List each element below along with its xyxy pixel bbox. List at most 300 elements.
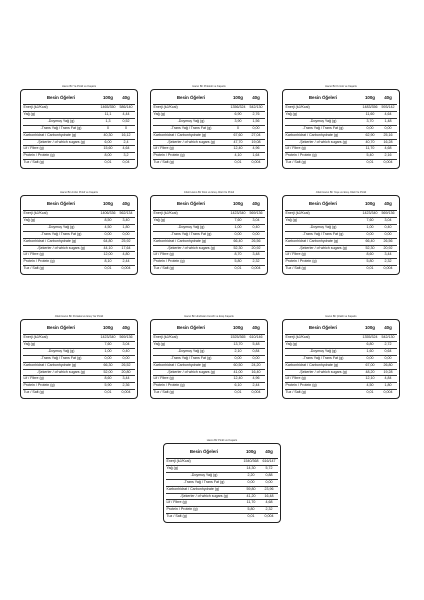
value-40g: 0,40	[379, 224, 397, 231]
nutrient-label: Karbonhidrat / Carbonhydrate (g)	[153, 238, 229, 245]
header-100g: 100g	[361, 91, 379, 105]
nutrient-label: -Doymuş Yağ (g)	[285, 118, 361, 125]
table-row	[23, 362, 135, 369]
nutrient-label: Lif / Fibre (g)	[153, 252, 229, 259]
table-row	[285, 348, 397, 355]
nutrition-card	[150, 190, 268, 275]
table-row	[23, 105, 135, 112]
value-40g: 4,64	[117, 146, 135, 153]
nutrient-label: -Doymuş Yağ (g)	[153, 348, 229, 355]
value-100g: 0,01	[366, 390, 374, 395]
table-row	[153, 160, 265, 166]
value-100g: 11,60	[361, 111, 379, 118]
nutrition-table	[285, 197, 397, 272]
table-row	[285, 132, 397, 139]
value-40g: 569/136	[117, 335, 135, 342]
nutrient-label: -Şekerler / of which sugars (g)	[153, 139, 229, 146]
table-row	[153, 139, 265, 146]
nutrient-label: Protein / Protein (g)	[23, 383, 99, 390]
value-100g: 1465/350	[99, 105, 117, 112]
table-row	[23, 153, 135, 160]
header-name: Besin Öğeleri	[153, 91, 229, 105]
nutrient-label: Tuz / Salt (g)	[285, 266, 306, 271]
value-40g: 20,92	[247, 245, 265, 252]
value-100g: 64,80	[99, 238, 117, 245]
header-100g: 100g	[361, 197, 379, 211]
table-row	[166, 507, 278, 514]
card-caption: Hacıo Bir Pinkkolt ve Kaşaris	[192, 85, 226, 88]
value-100g: 1540/368	[242, 459, 260, 466]
value-40g: 16,48	[260, 493, 278, 500]
value-100g: 66,40	[229, 238, 247, 245]
value-40g: 0,004	[383, 160, 393, 165]
value-40g: 0,004	[121, 266, 131, 271]
nutrient-label: Protein / Protein (g)	[153, 259, 229, 266]
nutrient-label: Tuz / Salt (g)	[23, 160, 44, 165]
value-100g: 1406/336	[99, 211, 117, 218]
nutrient-label: Yağ (g)	[153, 111, 229, 118]
table-row	[23, 125, 135, 132]
table-header-row	[153, 321, 265, 335]
value-100g: 12,10	[361, 376, 379, 383]
table-row	[153, 355, 265, 362]
header-40g: 40g	[247, 321, 265, 335]
value-40g: 4,96	[247, 146, 265, 153]
value-40g: 2,76	[247, 111, 265, 118]
table-row	[285, 355, 397, 362]
table-row	[166, 500, 278, 507]
header-100g: 100g	[99, 91, 117, 105]
nutrient-label: Karbonhidrat / Carbonhydrate (g)	[285, 362, 361, 369]
table-row	[23, 335, 135, 342]
table-header-row	[23, 91, 135, 105]
value-100g: 3,90	[229, 118, 247, 125]
header-name: Besin Öğeleri	[285, 91, 361, 105]
value-100g: 0,00	[361, 355, 379, 362]
nutrient-label: Protein / Protein (g)	[166, 507, 242, 514]
nutrition-table	[153, 197, 265, 272]
value-40g: 610/146	[247, 335, 265, 342]
value-100g: 8,60	[361, 252, 379, 259]
value-40g: 0,004	[264, 514, 274, 519]
nutrient-label: Protein / Protein (g)	[285, 153, 361, 160]
nutrient-label: Karbonhidrat / Carbonhydrate (g)	[153, 132, 229, 139]
table-row	[23, 139, 135, 146]
table-row	[23, 341, 135, 348]
nutrition-card	[150, 314, 268, 399]
table-header-row	[153, 197, 265, 211]
table-row	[285, 341, 397, 348]
value-40g: 3,40	[117, 217, 135, 224]
value-100g: 40,30	[99, 132, 117, 139]
value-40g: 2,32	[379, 259, 397, 266]
nutrient-label: Enerji (kJ/Kcal)	[23, 335, 99, 342]
value-40g: 0,00	[379, 125, 397, 132]
value-100g: 1423/340	[99, 335, 117, 342]
nutrient-label: Tuz / Salt (g)	[23, 390, 44, 395]
value-40g: 0,004	[251, 160, 261, 165]
value-40g: 23,96	[260, 486, 278, 493]
nutrient-label: Yağ (g)	[285, 111, 361, 118]
table-row	[153, 369, 265, 376]
value-100g: 0,00	[229, 355, 247, 362]
table-row	[285, 111, 397, 118]
value-40g: 17,64	[117, 245, 135, 252]
nutrition-table-box	[282, 89, 400, 169]
nutrient-label: -Trans Yağ / Trans Fat (g)	[166, 479, 242, 486]
table-row	[285, 383, 397, 390]
nutrient-label: Yağ (g)	[23, 217, 99, 224]
value-40g: 0,64	[379, 348, 397, 355]
header-name: Besin Öğeleri	[153, 321, 229, 335]
nutrient-label: Yağ (g)	[153, 341, 229, 348]
value-40g: 593/142	[379, 105, 397, 112]
value-100g: 0,00	[242, 479, 260, 486]
table-row	[153, 341, 265, 348]
value-100g: 67,60	[229, 132, 247, 139]
nutrition-table	[23, 197, 135, 272]
table-row	[23, 348, 135, 355]
value-100g: 0,01	[247, 514, 255, 519]
table-row	[285, 153, 397, 160]
nutrient-label: -Doymuş Yağ (g)	[23, 118, 99, 125]
value-100g: 5,80	[361, 259, 379, 266]
nutrient-label: -Şekerler / of which sugars (g)	[285, 245, 361, 252]
card-caption: Jöleli Hacıo Bir Yeşe ve Ereş Jöleli Ve Pinkli	[315, 191, 367, 194]
value-100g: 0,01	[104, 266, 112, 271]
value-40g: 4,68	[260, 500, 278, 507]
table-row	[285, 266, 397, 272]
value-40g: 2,16	[379, 153, 397, 160]
nutrient-label: -Şekerler / of which sugars (g)	[285, 369, 361, 376]
value-100g: 6,10	[229, 383, 247, 390]
table-row	[23, 245, 135, 252]
header-40g: 40g	[379, 91, 397, 105]
nutrition-table-box	[20, 195, 138, 275]
value-40g: 0,004	[121, 390, 131, 395]
nutrient-label: Tuz / Salt (g)	[285, 160, 306, 165]
value-40g: 4,68	[379, 146, 397, 153]
header-name: Besin Öğeleri	[166, 445, 242, 459]
table-row	[285, 259, 397, 266]
table-row	[285, 105, 397, 112]
nutrient-label: -Şekerler / of which sugars (g)	[153, 245, 229, 252]
table-row	[153, 105, 265, 112]
table-row	[166, 493, 278, 500]
table-row	[285, 335, 397, 342]
nutrient-label: Karbonhidrat / Carbonhydrate (g)	[166, 486, 242, 493]
value-100g: 40,70	[361, 139, 379, 146]
table-row	[153, 348, 265, 355]
value-40g: 5,72	[260, 465, 278, 472]
value-100g: 62,90	[361, 132, 379, 139]
table-row	[23, 369, 135, 376]
header-name: Besin Öğeleri	[23, 91, 99, 105]
table-row	[23, 146, 135, 153]
nutrient-label: -Şekerler / of which sugars (g)	[23, 245, 99, 252]
value-40g: 16,40	[247, 369, 265, 376]
nutrient-label: Lif / Fibre (g)	[23, 146, 99, 153]
value-40g: 4,80	[117, 252, 135, 259]
value-100g: 8,70	[229, 252, 247, 259]
header-40g: 40g	[247, 91, 265, 105]
nutrient-label: -Trans Yağ / Trans Fat (g)	[285, 355, 361, 362]
value-40g: 0,004	[383, 390, 393, 395]
value-100g: 0,00	[99, 231, 117, 238]
nutrition-table-box	[282, 195, 400, 275]
value-100g: 11,1	[99, 111, 117, 118]
value-100g: 8,10	[99, 259, 117, 266]
nutrient-label: Tuz / Salt (g)	[285, 390, 306, 395]
nutrient-label: Yağ (g)	[285, 341, 361, 348]
value-40g: 0,40	[247, 224, 265, 231]
header-100g: 100g	[99, 197, 117, 211]
value-40g: 569/136	[247, 211, 265, 218]
value-100g: 7,60	[229, 217, 247, 224]
table-row	[23, 224, 135, 231]
table-row	[166, 479, 278, 486]
value-40g: 0,00	[247, 231, 265, 238]
table-row	[23, 160, 135, 166]
nutrient-label: -Şekerler / of which sugars (g)	[285, 139, 361, 146]
nutrition-table	[285, 321, 397, 396]
card-caption: Hacıo Bir Kırmlo ve Kaşaris	[325, 85, 357, 88]
nutrient-label: Karbonhidrat / Carbonhydrate (g)	[23, 132, 99, 139]
table-row	[23, 211, 135, 218]
value-40g: 25,16	[379, 132, 397, 139]
value-40g: 3,48	[247, 252, 265, 259]
table-row	[285, 231, 397, 238]
value-100g: 4,50	[361, 383, 379, 390]
table-row	[285, 224, 397, 231]
nutrition-table	[153, 321, 265, 396]
table-row	[166, 486, 278, 493]
nutrient-label: -Trans Yağ / Trans Fat (g)	[23, 125, 99, 132]
nutrient-label: Enerji (kJ/Kcal)	[166, 459, 242, 466]
card-caption: Hacıo Bir Ya Pinkli ve Kaşaris	[61, 85, 97, 88]
value-100g: 52,30	[361, 245, 379, 252]
nutrient-label: Tuz / Salt (g)	[153, 390, 174, 395]
table-row	[23, 132, 135, 139]
value-100g: 0,01	[234, 390, 242, 395]
nutrient-label: Enerji (kJ/Kcal)	[23, 211, 99, 218]
value-100g: 12,00	[99, 252, 117, 259]
value-100g: 47,70	[229, 139, 247, 146]
value-40g: 569/136	[379, 211, 397, 218]
table-row	[153, 383, 265, 390]
card-caption: Hacıo Bir Pinkli ve Kaşaris	[206, 439, 238, 442]
nutrient-label: Lif / Fibre (g)	[166, 500, 242, 507]
value-100g: 0,01	[366, 160, 374, 165]
header-100g: 100g	[229, 321, 247, 335]
table-header-row	[23, 321, 135, 335]
value-100g: 66,40	[361, 238, 379, 245]
value-100g: 8,60	[99, 376, 117, 383]
value-100g: 0,00	[99, 355, 117, 362]
nutrient-label: -Şekerler / of which sugars (g)	[166, 493, 242, 500]
value-40g: 0	[117, 125, 135, 132]
nutrient-label: Enerji (kJ/Kcal)	[285, 211, 361, 218]
nutrition-table-box	[150, 319, 268, 399]
value-100g: 8,00	[99, 153, 117, 160]
nutrition-card	[20, 314, 138, 399]
value-100g: 66,30	[99, 362, 117, 369]
value-100g: 1,00	[229, 224, 247, 231]
table-row	[23, 252, 135, 259]
table-row	[166, 465, 278, 472]
nutrient-label: -Trans Yağ / Trans Fat (g)	[153, 355, 229, 362]
header-name: Besin Öğeleri	[23, 321, 99, 335]
nutrient-label: Karbonhidrat / Carbonhydrate (g)	[285, 132, 361, 139]
value-40g: 3,44	[379, 252, 397, 259]
header-100g: 100g	[229, 197, 247, 211]
value-100g: 15,60	[99, 146, 117, 153]
nutrient-label: Enerji (kJ/Kcal)	[23, 105, 99, 112]
nutrient-label: Karbonhidrat / Carbonhydrate (g)	[23, 362, 99, 369]
value-40g: 26,80	[379, 362, 397, 369]
value-100g: 5,90	[99, 383, 117, 390]
table-row	[23, 118, 135, 125]
nutrition-table	[166, 445, 278, 520]
table-row	[285, 211, 397, 218]
nutrition-card	[282, 314, 400, 399]
nutrient-label: -Şekerler / of which sugars (g)	[153, 369, 229, 376]
header-name: Besin Öğeleri	[285, 321, 361, 335]
table-row	[23, 390, 135, 396]
card-caption: Hacıo Bir Ambo Pinkli ve Kaşaris	[60, 191, 98, 194]
value-100g: 0,01	[366, 266, 374, 271]
nutrient-label: -Doymuş Yağ (g)	[153, 224, 229, 231]
table-header-row	[153, 91, 265, 105]
nutrient-label: Enerji (kJ/Kcal)	[153, 105, 229, 112]
nutrient-label: Yağ (g)	[23, 111, 99, 118]
nutrition-table-box	[150, 89, 268, 169]
value-100g: 6,90	[229, 111, 247, 118]
nutrition-table-box	[282, 319, 400, 399]
nutrient-label: -Şekerler / of which sugars (g)	[23, 139, 99, 146]
value-40g: 4,44	[117, 111, 135, 118]
value-40g: 4,84	[379, 376, 397, 383]
table-row	[153, 217, 265, 224]
card-caption: Hacıo Bir Hindistan Cevizli ve Ereş Kaşaris	[184, 315, 234, 318]
table-row	[153, 252, 265, 259]
value-100g: 13,70	[229, 341, 247, 348]
value-100g: 1,60	[361, 348, 379, 355]
value-40g: 2,32	[260, 507, 278, 514]
nutrient-label: Tuz / Salt (g)	[23, 266, 44, 271]
nutrient-label: Lif / Fibre (g)	[285, 376, 361, 383]
nutrient-label: Yağ (g)	[23, 341, 99, 348]
value-40g: 3,2	[117, 153, 135, 160]
table-row	[285, 245, 397, 252]
table-row	[285, 217, 397, 224]
nutrient-label: Enerji (kJ/Kcal)	[285, 105, 361, 112]
value-40g: 542/130	[379, 335, 397, 342]
value-100g: 0,01	[234, 160, 242, 165]
table-row	[285, 146, 397, 153]
value-100g: 44,10	[99, 245, 117, 252]
table-row	[285, 139, 397, 146]
table-row	[285, 362, 397, 369]
nutrient-label: -Doymuş Yağ (g)	[23, 348, 99, 355]
nutrient-label: Enerji (kJ/Kcal)	[153, 211, 229, 218]
nutrient-label: -Şekerler / of which sugars (g)	[23, 369, 99, 376]
value-100g: 0,00	[229, 231, 247, 238]
value-40g: 4,64	[379, 111, 397, 118]
nutrient-label: -Doymuş Yağ (g)	[153, 118, 229, 125]
value-40g: 0,004	[251, 390, 261, 395]
header-40g: 40g	[379, 321, 397, 335]
value-100g: 60,50	[229, 362, 247, 369]
header-100g: 100g	[361, 321, 379, 335]
table-row	[153, 376, 265, 383]
value-100g: 1423/340	[361, 211, 379, 218]
nutrient-label: Protein / Protein (g)	[285, 259, 361, 266]
table-row	[153, 245, 265, 252]
header-40g: 40g	[117, 321, 135, 335]
nutrition-table-box	[20, 89, 138, 169]
value-100g: 5,40	[361, 153, 379, 160]
value-40g: 27,04	[247, 132, 265, 139]
value-40g: 0,52	[117, 118, 135, 125]
value-40g: 562/134	[117, 211, 135, 218]
table-row	[23, 231, 135, 238]
value-100g: 1525/365	[229, 335, 247, 342]
table-row	[153, 238, 265, 245]
table-row	[23, 376, 135, 383]
value-100g: 1483/356	[361, 105, 379, 112]
value-40g: 2,44	[117, 259, 135, 266]
value-40g: 20,92	[379, 245, 397, 252]
header-name: Besin Öğeleri	[153, 197, 229, 211]
nutrient-label: -Doymuş Yağ (g)	[23, 224, 99, 231]
value-40g: 616/147	[260, 459, 278, 466]
value-100g: 11,70	[242, 500, 260, 507]
value-100g: 2,10	[229, 348, 247, 355]
value-40g: 19,08	[247, 139, 265, 146]
table-row	[285, 369, 397, 376]
nutrient-label: -Trans Yağ / Trans Fat (g)	[153, 125, 229, 132]
value-40g: 0,00	[260, 479, 278, 486]
table-row	[153, 259, 265, 266]
value-100g: 8,50	[99, 217, 117, 224]
value-40g: 26,56	[379, 238, 397, 245]
table-row	[23, 217, 135, 224]
table-row	[153, 266, 265, 272]
nutrient-label: Karbonhidrat / Carbonhydrate (g)	[285, 238, 361, 245]
card-caption: Jöleli Hacıo Bir Portakal ve Ereş Yar Pinkli	[54, 315, 104, 318]
value-100g: 1423/340	[229, 211, 247, 218]
nutrient-label: Lif / Fibre (g)	[153, 376, 229, 383]
value-40g: 2,32	[247, 259, 265, 266]
header-40g: 40g	[260, 445, 278, 459]
table-row	[153, 335, 265, 342]
value-100g: 1,3	[99, 118, 117, 125]
value-40g: 0,00	[117, 355, 135, 362]
value-40g: 2,72	[379, 341, 397, 348]
table-row	[23, 266, 135, 272]
nutrient-label: -Trans Yağ / Trans Fat (g)	[285, 231, 361, 238]
nutrient-label: Enerji (kJ/Kcal)	[285, 335, 361, 342]
value-100g: 67,00	[361, 362, 379, 369]
value-40g: 26,56	[247, 238, 265, 245]
nutrition-table	[285, 91, 397, 166]
value-100g: 7,60	[361, 217, 379, 224]
value-100g: 6,80	[361, 341, 379, 348]
table-header-row	[285, 321, 397, 335]
table-row	[23, 355, 135, 362]
nutrition-table	[153, 91, 265, 166]
